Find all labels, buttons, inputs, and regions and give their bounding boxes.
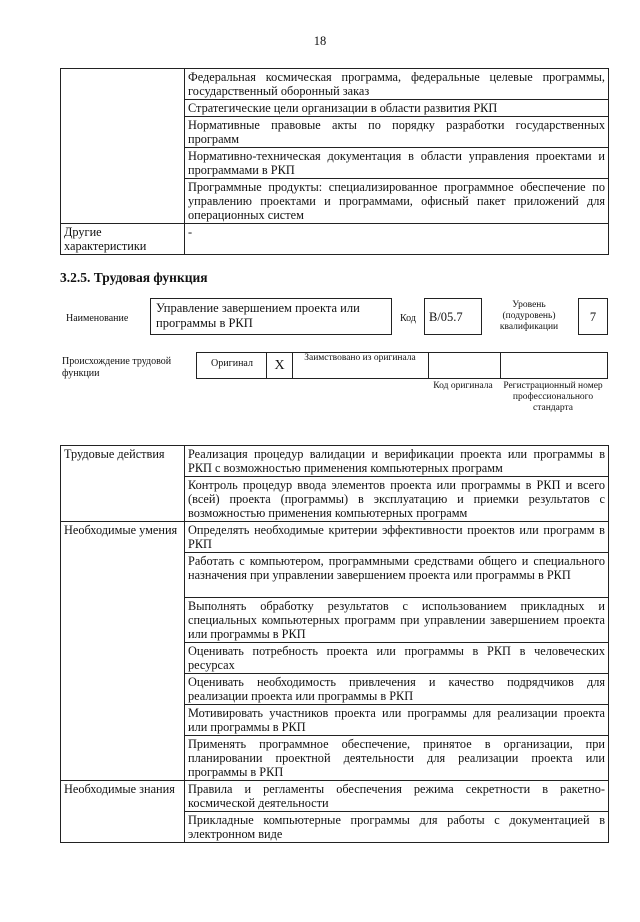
main-table <box>60 445 609 843</box>
other-characteristics-label: Другие характеристики <box>61 224 185 255</box>
top-table <box>60 68 609 255</box>
original-label: Оригинал <box>211 358 253 369</box>
list-item: Работать с компьютером, программными средствами общего и специального назначения при управлении завершением проекта или программы в РКП <box>185 552 608 597</box>
top-table-item: Нормативно-техническая документация в области управления проектами и программами в РКП <box>185 147 608 178</box>
top-table-items-cell <box>185 69 609 224</box>
name-label: Наименование <box>66 313 129 324</box>
list-item: Применять программное обеспечение, принятое в организации, при планировании проектной деятельности для реализации проекта или программы в РКП <box>185 735 608 780</box>
code-label: Код <box>400 313 416 324</box>
original-checkmark: X <box>266 352 293 379</box>
labor-actions-label: Трудовые действия <box>61 446 185 522</box>
top-table-item: Нормативные правовые акты по порядку разработки государственных программ <box>185 116 608 147</box>
registration-number-caption: Регистрационный номер профессионального стандарта <box>503 381 603 413</box>
code-original-caption: Код оригинала <box>433 381 493 391</box>
knowledge-items <box>185 781 609 843</box>
level-label: Уровень (подуровень) квалификации <box>499 300 559 332</box>
list-item: Оценивать необходимость привлечения и качество подрядчиков для реализации проекта или программы в РКП <box>185 673 608 704</box>
list-item: Правила и регламенты обеспечения режима секретности в ракетно-космической деятельности <box>188 782 605 810</box>
code-value: B/05.7 <box>424 298 482 335</box>
top-table-item: Стратегические цели организации в области развития РКП <box>185 99 608 116</box>
table-row <box>61 446 609 522</box>
level-value: 7 <box>578 298 608 335</box>
list-item: Прикладные компьютерные программы для работы с документацией в электронном виде <box>185 811 608 842</box>
borrowed-label: Заимствовано из оригинала <box>292 353 429 379</box>
name-value: Управление завершением проекта или программы в РКП <box>150 298 392 335</box>
top-table-left-cell <box>61 69 185 224</box>
list-item: Выполнять обработку результатов с использованием прикладных и специальных компьютерных программ при управлении завершением проекта или программы в РКП <box>185 597 608 642</box>
skills-label: Необходимые умения <box>61 522 185 781</box>
knowledge-label: Необходимые знания <box>61 781 185 843</box>
labor-actions-items <box>185 446 609 522</box>
top-table-item: Программные продукты: специализированное программное обеспечение по управлению проектами и программами, офисный пакет приложений для операционных систем <box>185 178 608 223</box>
list-item: Оценивать потребность проекта или программы в РКП в человеческих ресурсах <box>185 642 608 673</box>
list-item: Определять необходимые критерии эффективности проектов или программ в РКП <box>188 523 605 551</box>
section-title: 3.2.5. Трудовая функция <box>60 270 208 285</box>
list-item: Реализация процедур валидации и верификации проекта или программы в РКП с возможностью применения компьютерных программ <box>188 447 605 475</box>
top-table-item: Федеральная космическая программа, федеральные целевые программы, государственный оборонный заказ <box>188 70 605 98</box>
other-characteristics-value: - <box>185 224 609 255</box>
skills-items <box>185 522 609 781</box>
list-item: Контроль процедур ввода элементов проекта или программы в РКП и всего (всей) проекта (программы) в эксплуатацию и приемки результатов с возможностью применения компьютерных программ <box>185 476 608 521</box>
origin-label: Происхождение трудовой функции <box>62 356 172 379</box>
list-item: Мотивировать участников проекта или программы для реализации проекта или программы в РКП <box>185 704 608 735</box>
table-row <box>61 522 609 781</box>
table-row <box>61 781 609 843</box>
origin-divider <box>500 352 501 379</box>
page-number: 18 <box>313 34 327 48</box>
